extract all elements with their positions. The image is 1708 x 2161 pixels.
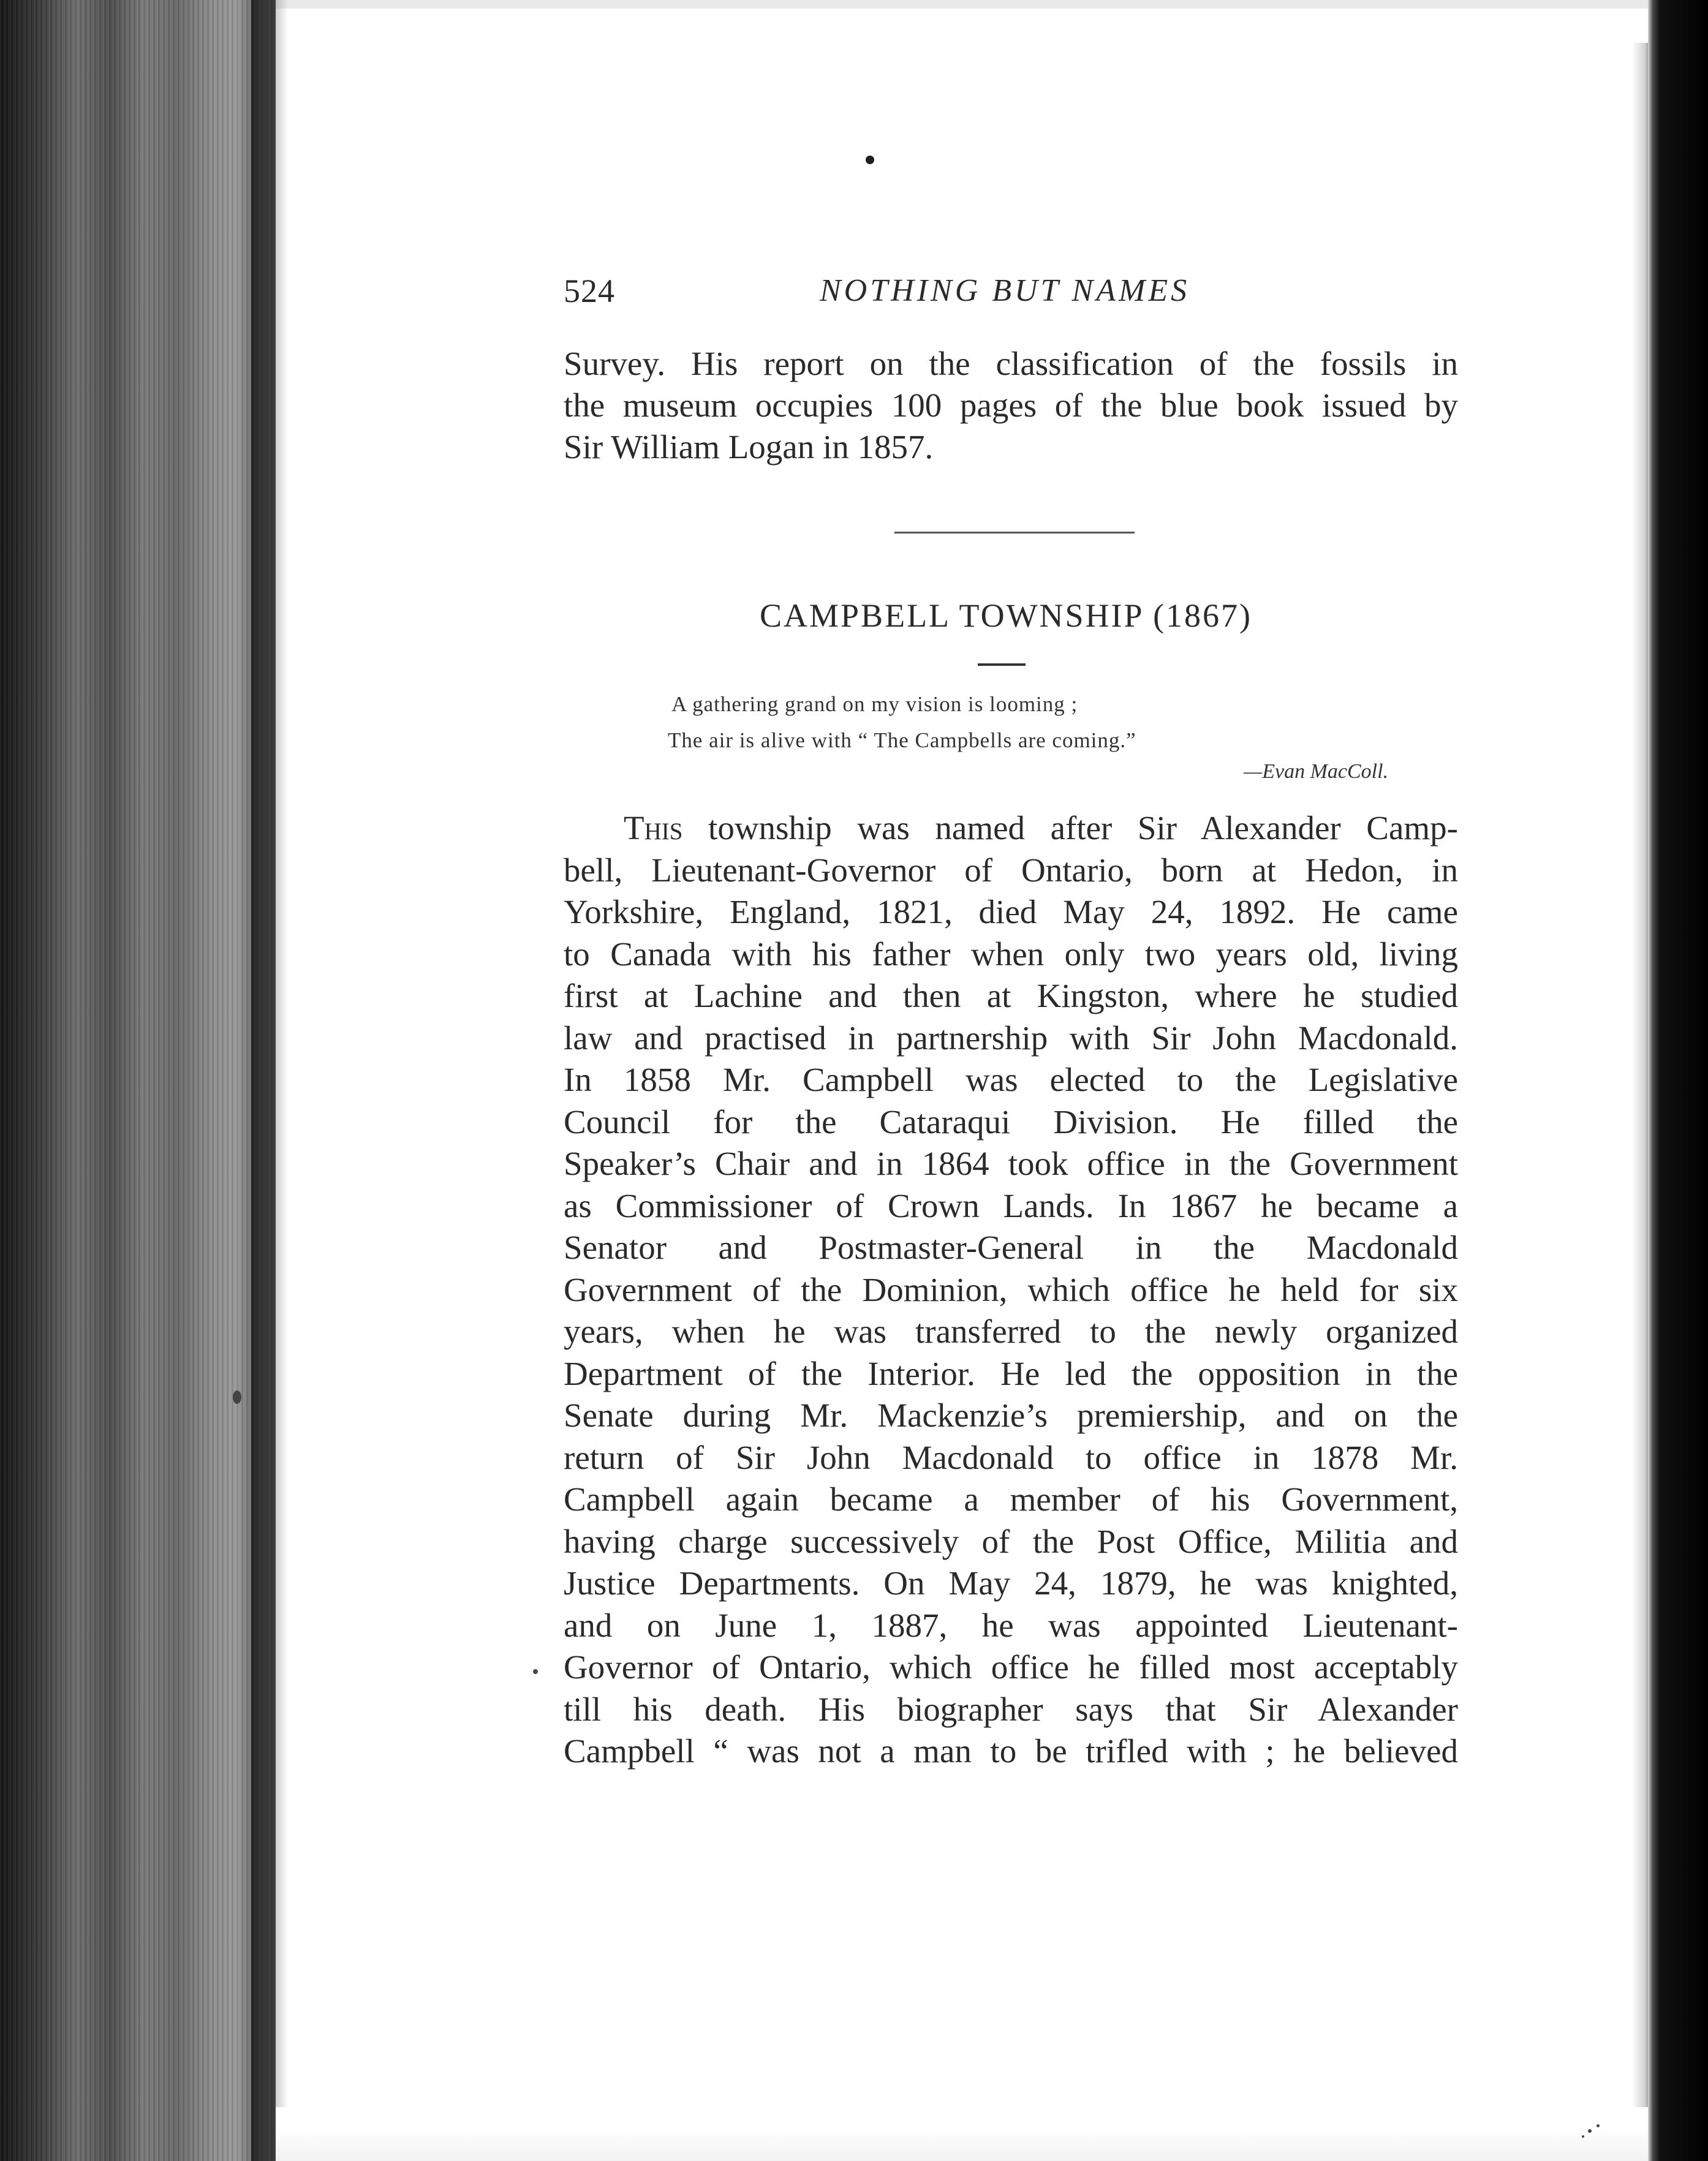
running-head: NOTHING BUT NAMES (820, 273, 1190, 308)
page-number: 524 (564, 273, 615, 309)
text-line: the museum occupies 100 pages of the blue book issued by (564, 387, 1458, 424)
text-line: In 1858 Mr. Campbell was elected to the Legislative (564, 1061, 1458, 1098)
epigraph-line: The air is alive with “ The Campbells are coming.” (668, 728, 1136, 752)
speck (233, 1390, 241, 1404)
top-paragraph (564, 343, 1458, 468)
text-line: Sir William Logan in 1857. (564, 428, 934, 466)
speck (533, 1669, 538, 1674)
epigraph (668, 686, 1427, 758)
speck (1597, 2124, 1600, 2127)
page-header (564, 270, 1213, 312)
epigraph-attribution: —Evan MacColl. (1244, 760, 1389, 783)
scan-bottom-band (276, 2107, 1648, 2161)
text-line: bell, Lieutenant-Governor of Ontario, born at Hedon, in (564, 851, 1458, 889)
text-line: Department of the Interior. He led the opposition in the (564, 1354, 1458, 1392)
speck (1588, 2129, 1592, 2133)
text-line: Survey. His report on the classification of the fossils in (564, 345, 1458, 382)
text-line: years, when he was transferred to the newly organized (564, 1313, 1458, 1350)
text-line: Council for the Cataraqui Division. He filled the (564, 1103, 1458, 1141)
text-line: Governor of Ontario, which office he filled most acceptably (564, 1648, 1458, 1686)
section-title: CAMPBELL TOWNSHIP (1867) (760, 597, 1253, 634)
text-line: having charge successively of the Post Office, Militia and (564, 1522, 1458, 1560)
speck (1582, 2135, 1584, 2138)
book-page-edges (0, 0, 276, 2161)
text-line: to Canada with his father when only two years old, living (564, 935, 1458, 973)
first-line-rest: township was named after Sir Alexander Camp- (682, 809, 1458, 847)
text-line: and on June 1, 1887, he was appointed Lieutenant- (564, 1606, 1458, 1644)
drop-word: This (624, 809, 683, 847)
text-line: Speaker’s Chair and in 1864 took office in the Government (564, 1145, 1458, 1182)
text-line: Campbell “ was not a man to be trifled with ; he believed (564, 1732, 1458, 1770)
text-line: Senate during Mr. Mackenzie’s premiership, and on the (564, 1397, 1458, 1434)
title-underline (978, 663, 1026, 666)
text-line: law and practised in partnership with Sir John Macdonald. (564, 1019, 1458, 1057)
text-line: Justice Departments. On May 24, 1879, he was knighted, (564, 1564, 1458, 1602)
text-line: Campbell again became a member of his Government, (564, 1480, 1458, 1518)
gutter-shadow (251, 0, 288, 2161)
text-line-first (564, 807, 1458, 850)
right-scan-border (1648, 0, 1708, 2161)
epigraph-line: A gathering grand on my vision is looming ; (671, 692, 1078, 716)
text-line: first at Lachine and then at Kingston, where he studied (564, 977, 1458, 1014)
text-line: Government of the Dominion, which office he held for six (564, 1270, 1458, 1308)
section-divider (894, 532, 1135, 534)
text-line: Senator and Postmaster-General in the Macdonald (564, 1229, 1458, 1266)
body-paragraph (564, 807, 1458, 1773)
text-line: Yorkshire, England, 1821, died May 24, 1892. He came (564, 893, 1458, 930)
text-line: till his death. His biographer says that Sir Alexander (564, 1690, 1458, 1728)
text-line: as Commissioner of Crown Lands. In 1867 he became a (564, 1186, 1458, 1224)
text-line: return of Sir John Macdonald to office in 1878 Mr. (564, 1438, 1458, 1476)
page-mark-dot (866, 156, 874, 164)
